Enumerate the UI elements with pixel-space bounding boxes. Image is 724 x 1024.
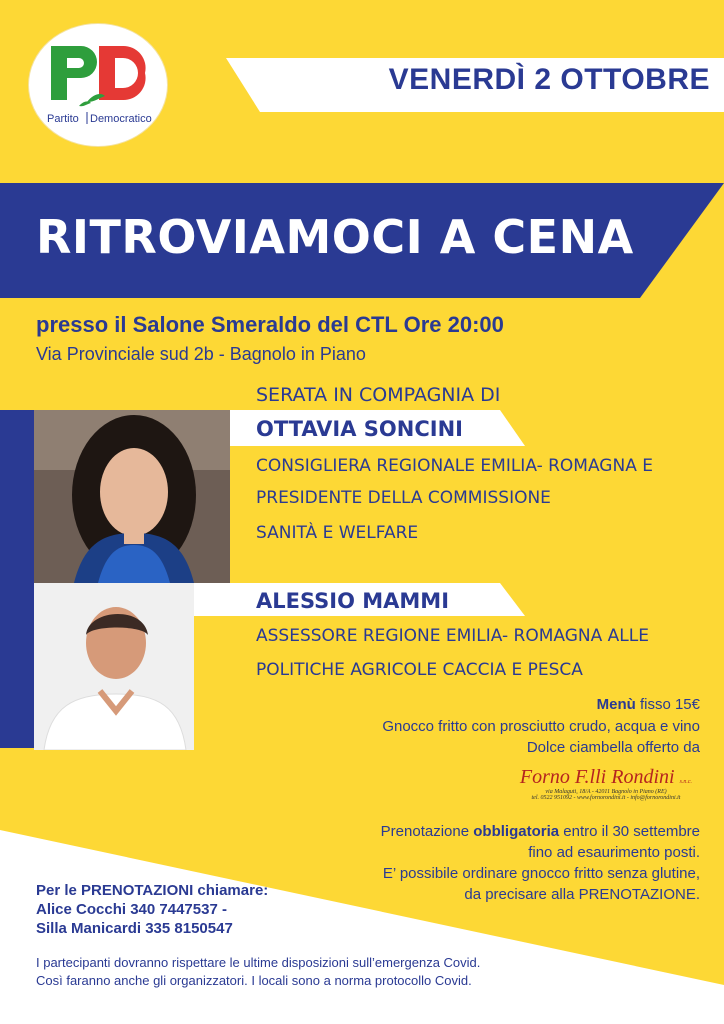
menu-price — [300, 696, 700, 713]
booking-line-1 — [300, 823, 700, 840]
speaker-photo-2 — [34, 583, 194, 750]
booking-bold: obbligatoria — [473, 823, 560, 840]
footer-line-1: I partecipanti dovranno rispettare le ultime disposizioni sull’emergenza Covid. — [36, 955, 481, 970]
speaker-role-1-line-3: SANITÀ E WELFARE — [256, 523, 419, 543]
footer-line-2: Così faranno anche gli organizzatori. I locali sono a norma protocollo Covid. — [36, 973, 472, 988]
menu-price-text: fisso 15€ — [635, 696, 700, 713]
booking-line-4: da precisare alla PRENOTAZIONE. — [464, 886, 700, 903]
menu-label: Menù — [596, 696, 636, 713]
event-date: VENERDÌ 2 OTTOBRE — [388, 63, 710, 96]
event-location: presso il Salone Smeraldo del CTL Ore 20:00 — [36, 312, 504, 337]
booking-line-3: E’ possibile ordinare gnocco fritto senza glutine, — [382, 865, 700, 882]
page-title: RITROVIAMOCI A CENA — [36, 210, 634, 264]
speaker-role-2-line-2: POLITICHE AGRICOLE CACCIA E PESCA — [256, 660, 583, 680]
left-blue-stripe — [0, 410, 34, 748]
contact-1: Alice Cocchi 340 7447537 - — [36, 901, 227, 918]
sponsor-suffix: s.n.c. — [679, 779, 693, 785]
logo-left-text: Partito — [47, 113, 79, 125]
speaker-name-1: OTTAVIA SONCINI — [256, 417, 463, 441]
serata-heading: SERATA IN COMPAGNIA DI — [256, 384, 501, 406]
contact-2: Silla Manicardi 335 8150547 — [36, 920, 233, 937]
speaker-role-1-line-1: CONSIGLIERA REGIONALE EMILIA- ROMAGNA E — [256, 456, 653, 476]
menu-line-2: Dolce ciambella offerto da — [526, 739, 700, 756]
pd-logo-icon — [29, 24, 167, 146]
speaker-role-2-line-1: ASSESSORE REGIONE EMILIA- ROMAGNA ALLE — [256, 626, 649, 646]
party-logo — [29, 24, 167, 146]
booking-line-2: fino ad esaurimento posti. — [528, 844, 700, 861]
booking-prefix: Prenotazione — [380, 823, 474, 840]
speaker-name-2: ALESSIO MAMMI — [256, 589, 450, 613]
event-address: Via Provinciale sud 2b - Bagnolo in Piano — [36, 344, 366, 364]
speaker-photo-1 — [34, 410, 230, 583]
logo-right-text: Democratico — [90, 113, 152, 125]
sponsor-address: via Malaguti, 18/A - 42011 Bagnolo in Piano (RE) — [545, 789, 667, 795]
contacts-heading: Per le PRENOTAZIONI chiamare: — [36, 882, 269, 899]
sponsor-name: Forno F.lli Rondini — [519, 766, 675, 788]
menu-line-1: Gnocco fritto con prosciutto crudo, acqua e vino — [382, 718, 700, 735]
sponsor-contact: tel. 0522 951092 - www.fornorondini.it - info@fornorondini.it — [531, 795, 681, 801]
speaker-role-1-line-2: PRESIDENTE DELLA COMMISSIONE — [256, 488, 551, 508]
sponsor-logo — [500, 766, 712, 801]
booking-suffix: entro il 30 settembre — [559, 823, 700, 840]
